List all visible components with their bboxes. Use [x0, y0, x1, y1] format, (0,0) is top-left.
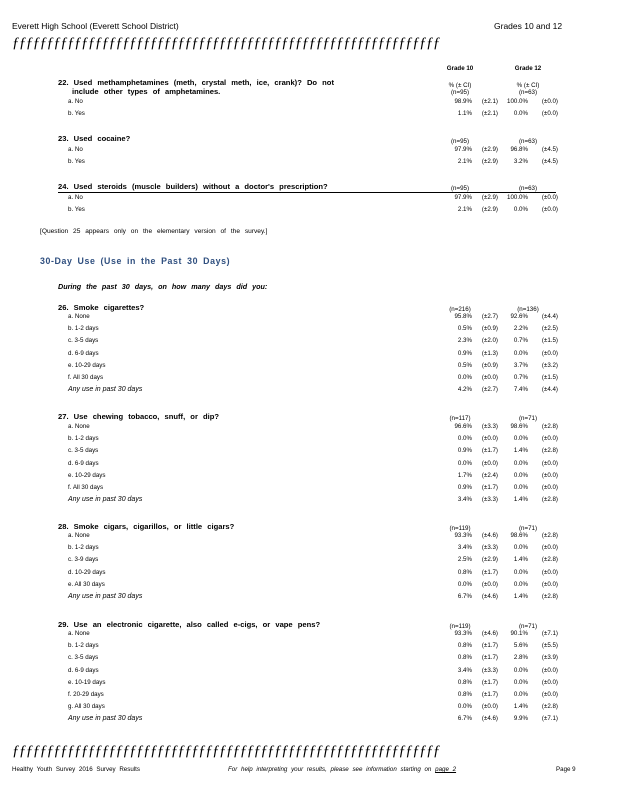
row-label: d. 6-9 days — [68, 349, 99, 357]
grade10-percent: 0.9% — [457, 484, 472, 491]
grade10-percent: 95.8% — [454, 313, 472, 320]
grade10-ci: (±1.7) — [481, 691, 498, 698]
row-label: b. Yes — [68, 206, 85, 214]
report-header-grades: Grades 10 and 12 — [494, 21, 563, 31]
row-label: a. None — [68, 532, 90, 539]
grade10-ci: (±1.7) — [481, 568, 498, 576]
grade12-ci: (±0.0) — [541, 484, 558, 491]
row-label: g. All 30 days — [68, 703, 105, 711]
any-use-row — [0, 386, 618, 398]
grade12-ci: (±0.0) — [541, 544, 558, 552]
grade12-percent: 3.2% — [513, 158, 528, 166]
report-header-school: Everett High School (Everett School District) — [12, 21, 179, 31]
grade10-ci: (±3.3) — [481, 496, 498, 504]
col-head-grade10: Grade 10 — [446, 65, 474, 72]
table-row — [0, 362, 618, 374]
grade10-percent: 6.7% — [457, 593, 472, 600]
footer-page-number: Page 9 — [556, 766, 576, 773]
grade12-percent: 1.4% — [513, 556, 528, 564]
table-row — [0, 435, 618, 447]
q22-n-g10: (n=95) — [450, 89, 470, 96]
table-row — [0, 691, 618, 703]
table-row — [0, 544, 618, 556]
row-label: c. 3-5 days — [68, 447, 99, 455]
table-row — [0, 654, 618, 666]
footer-help-text — [228, 766, 456, 773]
table-row — [0, 350, 618, 362]
grade10-percent: 0.0% — [457, 459, 472, 467]
grade10-percent: 4.2% — [457, 386, 472, 394]
row-label: Any use in past 30 days — [68, 496, 143, 504]
q23-n-g12: (n=63) — [518, 138, 538, 145]
grade10-ci: (±2.9) — [481, 146, 498, 153]
grade10-ci: (±3.3) — [481, 423, 498, 430]
grade10-percent: 96.6% — [454, 423, 472, 430]
grade12-percent: 1.4% — [513, 496, 528, 504]
grade12-ci: (±4.5) — [541, 146, 558, 153]
grade12-ci: (±0.0) — [541, 435, 558, 443]
grade12-ci: (±0.0) — [541, 194, 558, 201]
grade12-ci: (±2.8) — [541, 703, 558, 711]
grade12-percent: 0.0% — [513, 484, 528, 491]
row-label: b. 1-2 days — [68, 435, 99, 443]
grade12-ci: (±1.5) — [541, 337, 558, 345]
grade10-ci: (±1.7) — [481, 642, 498, 650]
grade10-percent: 97.9% — [454, 194, 472, 201]
table-row — [0, 325, 618, 337]
grade10-percent: 0.9% — [457, 447, 472, 455]
grade12-percent: 0.0% — [513, 691, 528, 698]
grade12-percent: 1.4% — [513, 703, 528, 711]
question-23-title: 23. Used cocaine? — [58, 134, 131, 143]
question-22-title-line2: include other types of amphetamines. — [72, 87, 221, 96]
grade12-ci: (±4.4) — [541, 386, 558, 394]
grade12-ci: (±4.5) — [541, 158, 558, 166]
grade10-ci: (±4.6) — [481, 593, 498, 600]
grade10-ci: (±0.0) — [481, 374, 498, 381]
grade12-ci: (±2.8) — [541, 556, 558, 564]
grade12-ci: (±0.0) — [541, 206, 558, 214]
question-27-title: 27. Use chewing tobacco, snuff, or dip? — [58, 412, 220, 421]
table-row — [0, 206, 618, 218]
table-row — [0, 337, 618, 349]
q28-n-g10: (n=119) — [449, 525, 471, 532]
row-label: f. All 30 days — [68, 484, 104, 491]
table-row — [0, 110, 618, 122]
grade12-percent: 2.2% — [513, 325, 528, 333]
grade10-ci: (±0.0) — [481, 435, 498, 443]
grade12-percent: 0.0% — [513, 349, 528, 357]
note-question-25: [Question 25 appears only on the elementary version of the survey.] — [40, 228, 268, 235]
row-label: Any use in past 30 days — [68, 593, 143, 600]
grade10-percent: 0.0% — [457, 703, 472, 711]
pct-ci-label-g12: % (± CI) — [516, 82, 540, 89]
col-head-grade12: Grade 12 — [514, 65, 542, 72]
grade10-percent: 97.9% — [454, 146, 472, 153]
grade10-percent: 0.5% — [457, 325, 472, 333]
table-row — [0, 556, 618, 568]
grade10-percent: 1.7% — [457, 471, 472, 479]
grade10-percent: 3.4% — [457, 496, 472, 504]
row-label: e. 10-29 days — [68, 471, 106, 479]
grade10-ci: (±0.0) — [481, 580, 498, 588]
grade10-percent: 1.1% — [457, 110, 472, 118]
row-label: c. 3-5 days — [68, 337, 99, 345]
grade12-percent: 0.0% — [513, 568, 528, 576]
table-row — [0, 158, 618, 170]
row-label: e. 10-19 days — [68, 678, 106, 686]
grade12-ci: (±4.4) — [541, 313, 558, 320]
table-row — [0, 703, 618, 715]
q27-n-g10: (n=117) — [449, 415, 471, 422]
q28-n-g12: (n=71) — [518, 525, 538, 532]
row-label: d. 10-29 days — [68, 568, 106, 576]
grade10-ci: (±1.7) — [481, 678, 498, 686]
grade12-ci: (±2.8) — [541, 593, 558, 600]
table-row — [0, 98, 618, 110]
grade10-percent: 2.1% — [457, 158, 472, 166]
row-label: a. None — [68, 630, 90, 637]
any-use-row — [0, 715, 618, 727]
table-row — [0, 460, 618, 472]
table-row — [0, 447, 618, 459]
grade10-ci: (±4.6) — [481, 630, 498, 637]
grade10-percent: 98.9% — [454, 98, 472, 105]
q26-n-g12: (n=136) — [517, 306, 539, 313]
row-label: a. No — [68, 194, 83, 201]
row-label: e. 10-29 days — [68, 361, 106, 369]
grade12-percent: 5.6% — [513, 642, 528, 650]
grade12-percent: 0.7% — [513, 337, 528, 345]
grade12-ci: (±0.0) — [541, 471, 558, 479]
grade12-percent: 3.7% — [513, 361, 528, 369]
question-26-title: 26. Smoke cigarettes? — [58, 303, 145, 312]
grade12-ci: (±2.8) — [541, 496, 558, 504]
grade10-ci: (±0.9) — [481, 361, 498, 369]
grade12-ci: (±7.1) — [541, 630, 558, 637]
question-28-title: 28. Smoke cigars, cigarillos, or little cigars? — [58, 522, 235, 531]
table-row — [0, 581, 618, 593]
grade10-percent: 0.9% — [457, 349, 472, 357]
grade10-ci: (±0.9) — [481, 325, 498, 333]
grade12-percent: 0.0% — [513, 678, 528, 686]
q29-n-g10: (n=119) — [449, 623, 471, 630]
grade10-percent: 3.4% — [457, 666, 472, 674]
grade12-ci: (±0.0) — [541, 691, 558, 698]
grade12-percent: 0.0% — [513, 580, 528, 588]
grade12-percent: 0.0% — [513, 459, 528, 467]
grade10-ci: (±2.9) — [481, 206, 498, 214]
grade10-ci: (±4.6) — [481, 715, 498, 723]
row-label: a. No — [68, 98, 83, 105]
table-row — [0, 146, 618, 158]
grade12-ci: (±0.0) — [541, 666, 558, 674]
table-row — [0, 472, 618, 484]
grade12-ci: (±1.5) — [541, 374, 558, 381]
row-label: f. 20-29 days — [68, 691, 104, 698]
footer-left: Healthy Youth Survey 2016 Survey Results — [12, 766, 140, 773]
row-label: c. 3-5 days — [68, 654, 99, 662]
table-row — [0, 423, 618, 435]
table-row — [0, 194, 618, 206]
grade10-percent: 0.8% — [457, 678, 472, 686]
row-label: Any use in past 30 days — [68, 715, 143, 723]
section-prompt: During the past 30 days, on how many days did you: — [58, 282, 268, 291]
grade10-percent: 0.0% — [457, 435, 472, 443]
table-row — [0, 642, 618, 654]
table-row — [0, 630, 618, 642]
grade10-percent: 0.8% — [457, 691, 472, 698]
grade12-ci: (±7.1) — [541, 715, 558, 723]
row-label: d. 6-9 days — [68, 666, 99, 674]
q27-n-g12: (n=71) — [518, 415, 538, 422]
grade12-percent: 98.6% — [510, 532, 528, 539]
grade12-ci: (±3.2) — [541, 361, 558, 369]
grade12-ci: (±0.0) — [541, 459, 558, 467]
row-label: b. Yes — [68, 158, 85, 166]
grade10-percent: 0.8% — [457, 568, 472, 576]
grade12-percent: 0.0% — [513, 110, 528, 118]
grade12-percent: 2.8% — [513, 654, 528, 662]
q26-n-g10: (n=216) — [449, 306, 471, 313]
q22-n-g12: (n=63) — [518, 89, 538, 96]
grade10-ci: (±2.0) — [481, 337, 498, 345]
question-24-divider — [58, 192, 556, 193]
grade12-ci: (±0.0) — [541, 568, 558, 576]
grade12-ci: (±0.0) — [541, 110, 558, 118]
table-row — [0, 569, 618, 581]
row-label: e. All 30 days — [68, 580, 105, 588]
grade12-ci: (±2.5) — [541, 325, 558, 333]
grade12-ci: (±0.0) — [541, 678, 558, 686]
grade10-percent: 0.8% — [457, 642, 472, 650]
ornament-rule-bottom: ƒƒƒƒƒƒƒƒƒƒƒƒƒƒƒƒƒƒƒƒƒƒƒƒƒƒƒƒƒƒƒƒƒƒƒƒƒƒƒƒƒƒƒƒƒƒƒƒƒƒƒƒƒƒƒƒƒƒƒƒƒƒ — [12, 743, 440, 759]
grade12-percent: 92.6% — [510, 313, 528, 320]
grade10-percent: 6.7% — [457, 715, 472, 723]
grade12-percent: 0.0% — [513, 435, 528, 443]
grade10-percent: 2.3% — [457, 337, 472, 345]
row-label: f. All 30 days — [68, 374, 104, 381]
grade10-percent: 93.3% — [454, 630, 472, 637]
q23-n-g10: (n=95) — [450, 138, 470, 145]
table-row — [0, 374, 618, 386]
row-label: Any use in past 30 days — [68, 386, 143, 394]
grade10-percent: 93.3% — [454, 532, 472, 539]
pct-ci-label-g10: % (± CI) — [448, 82, 472, 89]
grade10-ci: (±2.9) — [481, 194, 498, 201]
grade10-percent: 0.8% — [457, 654, 472, 662]
grade10-ci: (±4.6) — [481, 532, 498, 539]
row-label: b. 1-2 days — [68, 544, 99, 552]
section-title-30-day-use: 30-Day Use (Use in the Past 30 Days) — [40, 256, 231, 266]
grade12-percent: 1.4% — [513, 447, 528, 455]
grade12-ci: (±2.8) — [541, 447, 558, 455]
grade12-percent: 9.9% — [513, 715, 528, 723]
grade12-percent: 7.4% — [513, 386, 528, 394]
question-22-title-line1: 22. Used methamphetamines (meth, crystal meth, ice, crank)? Do not — [58, 78, 334, 87]
row-label: d. 6-9 days — [68, 459, 99, 467]
any-use-row — [0, 496, 618, 508]
grade12-ci: (±0.0) — [541, 580, 558, 588]
grade10-ci: (±2.7) — [481, 386, 498, 394]
table-row — [0, 667, 618, 679]
grade12-ci: (±2.8) — [541, 532, 558, 539]
grade10-ci: (±2.1) — [481, 98, 498, 105]
table-row — [0, 532, 618, 544]
row-label: a. None — [68, 313, 90, 320]
grade10-percent: 2.1% — [457, 206, 472, 214]
grade10-ci: (±0.0) — [481, 459, 498, 467]
row-label: a. None — [68, 423, 90, 430]
grade12-ci: (±0.0) — [541, 349, 558, 357]
grade10-ci: (±2.9) — [481, 556, 498, 564]
q29-n-g12: (n=71) — [518, 623, 538, 630]
row-label: b. Yes — [68, 110, 85, 118]
row-label: a. No — [68, 146, 83, 153]
question-24-title: 24. Used steroids (muscle builders) without a doctor's prescription? — [58, 182, 328, 191]
grade12-percent: 100.0% — [507, 98, 528, 105]
grade12-percent: 0.0% — [513, 666, 528, 674]
grade10-ci: (±0.0) — [481, 703, 498, 711]
grade12-ci: (±5.5) — [541, 642, 558, 650]
grade12-percent: 100.0% — [507, 194, 528, 201]
grade12-percent: 0.0% — [513, 471, 528, 479]
grade12-percent: 96.8% — [510, 146, 528, 153]
grade12-percent: 98.6% — [510, 423, 528, 430]
grade10-ci: (±1.3) — [481, 349, 498, 357]
grade12-percent: 0.7% — [513, 374, 528, 381]
grade10-ci: (±2.1) — [481, 110, 498, 118]
grade12-percent: 0.0% — [513, 544, 528, 552]
q24-n-g10: (n=95) — [450, 185, 470, 192]
grade12-percent: 1.4% — [513, 593, 528, 600]
grade10-ci: (±1.7) — [481, 484, 498, 491]
grade12-ci: (±0.0) — [541, 98, 558, 105]
any-use-row — [0, 593, 618, 605]
row-label: b. 1-2 days — [68, 325, 99, 333]
row-label: c. 3-9 days — [68, 556, 99, 564]
grade10-ci: (±3.3) — [481, 544, 498, 552]
grade12-percent: 0.0% — [513, 206, 528, 214]
grade10-ci: (±1.7) — [481, 447, 498, 455]
grade10-ci: (±2.7) — [481, 313, 498, 320]
question-29-title: 29. Use an electronic cigarette, also called e-cigs, or vape pens? — [58, 620, 321, 629]
grade10-percent: 0.0% — [457, 374, 472, 381]
q24-n-g12: (n=63) — [518, 185, 538, 192]
table-row — [0, 484, 618, 496]
grade10-percent: 2.5% — [457, 556, 472, 564]
grade10-ci: (±1.7) — [481, 654, 498, 662]
grade10-ci: (±3.3) — [481, 666, 498, 674]
table-row — [0, 313, 618, 325]
grade10-percent: 0.0% — [457, 580, 472, 588]
grade10-percent: 3.4% — [457, 544, 472, 552]
grade10-percent: 0.5% — [457, 361, 472, 369]
footer-page-link[interactable]: page 2 — [435, 766, 457, 773]
grade12-percent: 90.1% — [510, 630, 528, 637]
grade10-ci: (±2.4) — [481, 471, 498, 479]
grade12-ci: (±2.8) — [541, 423, 558, 430]
ornament-rule-top: ƒƒƒƒƒƒƒƒƒƒƒƒƒƒƒƒƒƒƒƒƒƒƒƒƒƒƒƒƒƒƒƒƒƒƒƒƒƒƒƒƒƒƒƒƒƒƒƒƒƒƒƒƒƒƒƒƒƒƒƒƒƒ — [12, 35, 440, 51]
table-row — [0, 679, 618, 691]
footer-help-prefix: For help interpreting your results, please see information starting on — [228, 766, 432, 773]
grade10-ci: (±2.9) — [481, 158, 498, 166]
grade12-ci: (±3.9) — [541, 654, 558, 662]
row-label: b. 1-2 days — [68, 642, 99, 650]
